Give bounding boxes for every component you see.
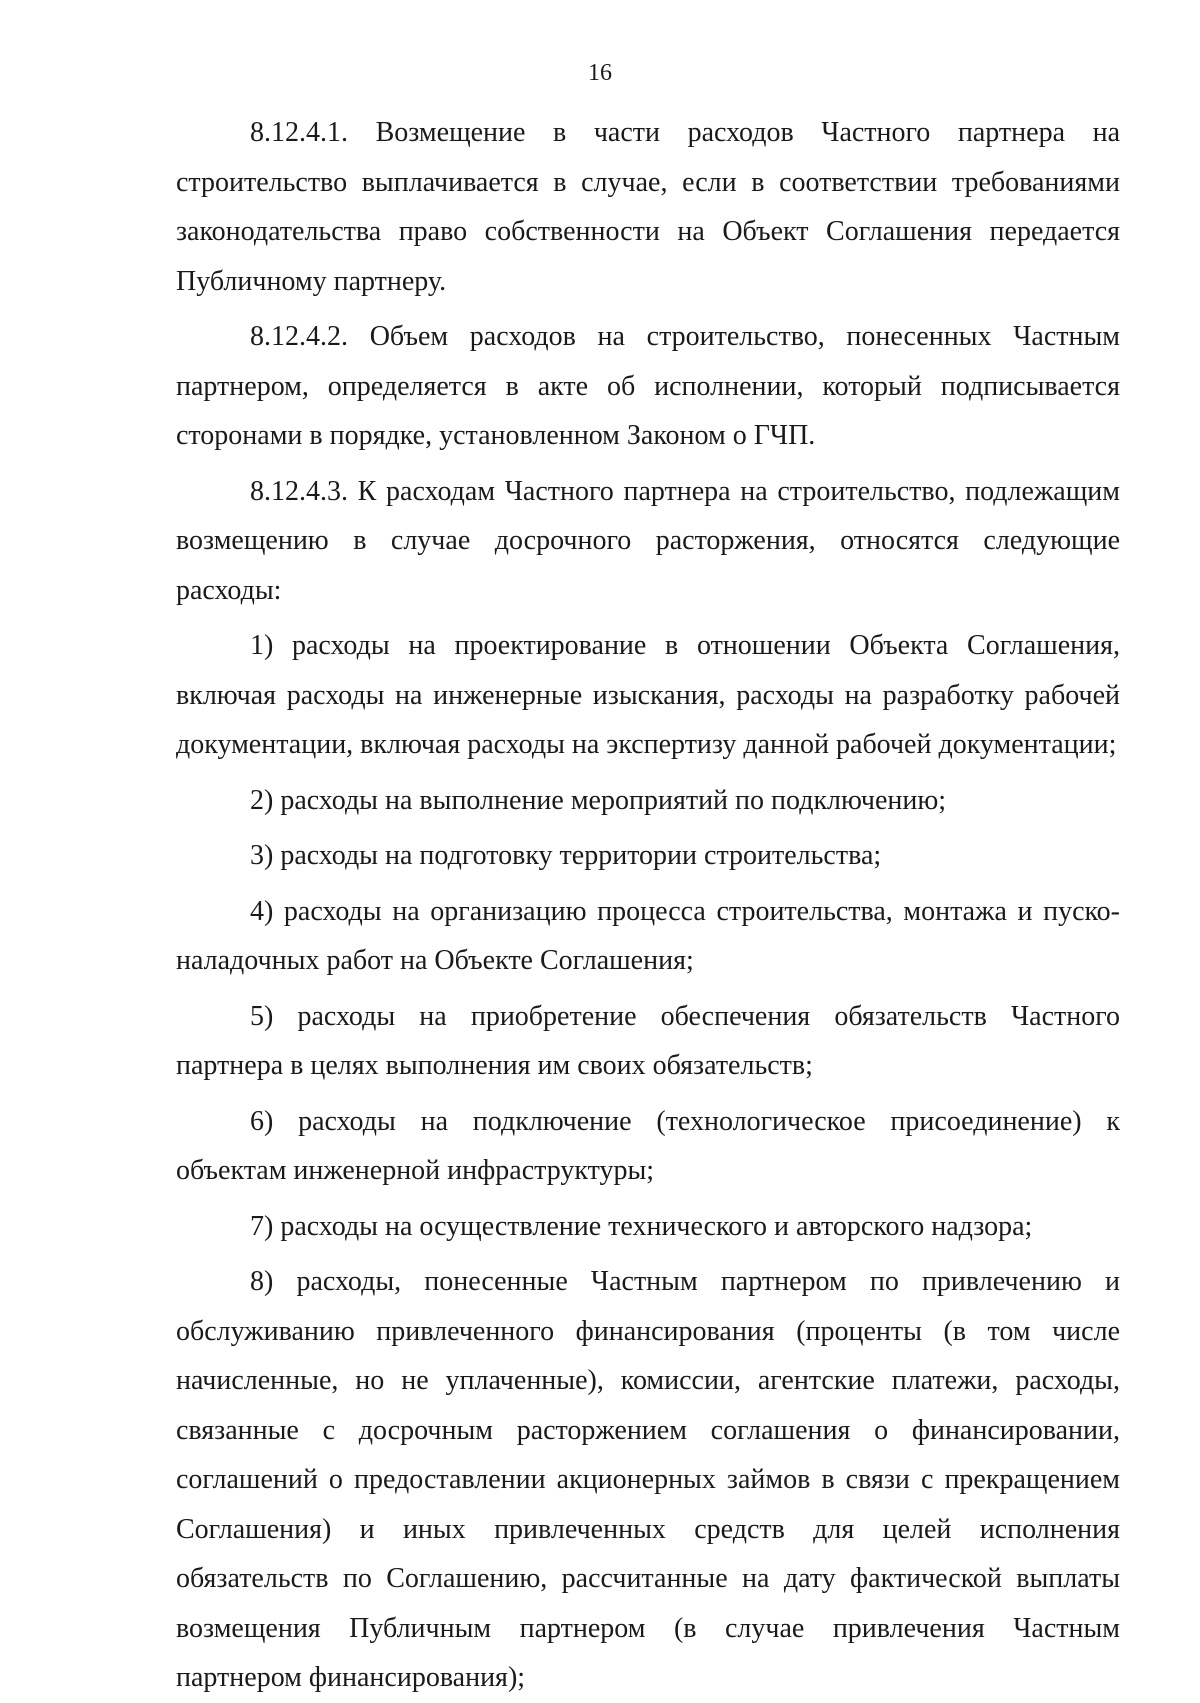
list-item-8: 8) расходы, понесенные Частным партнером по привлечению и обслуживанию привлеченного финансирования (проценты (в том числе начисленные, но не уплаченные), комиссии, агентские платежи, расходы, связанные с досрочным расторжением соглашения о финансировании, соглашений о предоставлении акционерных займов в связи с прекращением Соглашения) и иных привлеченных средств для целей исполнения обязательств по Соглашению, рассчитанные на дату фактической выплаты возмещения Публичным партнером (в случае привлечения Частным партнером финансирования); [176,1266,1120,1693]
list-item-2: 2) расходы на выполнение мероприятий по подключению; [250,784,947,816]
list-item-7: 7) расходы на осуществление технического и авторского надзора; [250,1210,1033,1242]
list-item-4: 4) расходы на организацию процесса строительства, монтажа и пуско-наладочных работ на Объекте Соглашения; [176,895,1120,976]
list-item-3: 3) расходы на подготовку территории строительства; [250,840,882,871]
paragraph-8-12-4-3: 8.12.4.3. К расходам Частного партнера на строительство, подлежащим возмещению в случае досрочного расторжения, относятся следующие расходы: [176,475,1120,606]
paragraph-8-12-4-1: 8.12.4.1. Возмещение в части расходов Частного партнера на строительство выплачивается в случае, если в соответствии требованиями законодательства право собственности на Объект Соглашения передается Публичному партнеру. [176,117,1120,297]
paragraph-8-12-4-2: 8.12.4.2. Объем расходов на строительство, понесенных Частным партнером, определяется в акте об исполнении, который подписывается сторонами в порядке, установленном Законом о ГЧП. [176,321,1120,451]
list-item-1: 1) расходы на проектирование в отношении Объекта Соглашения, включая расходы на инженерные изыскания, расходы на разработку рабочей документации, включая расходы на экспертизу данной рабочей документации; [176,630,1120,760]
page-number: 16 [588,60,612,86]
document-body [176,108,1120,1703]
list-item-5: 5) расходы на приобретение обеспечения обязательств Частного партнера в целях выполнения им своих обязательств; [176,1000,1120,1081]
list-item-6: 6) расходы на подключение (технологическое присоединение) к объектам инженерной инфраструктуры; [176,1105,1120,1186]
